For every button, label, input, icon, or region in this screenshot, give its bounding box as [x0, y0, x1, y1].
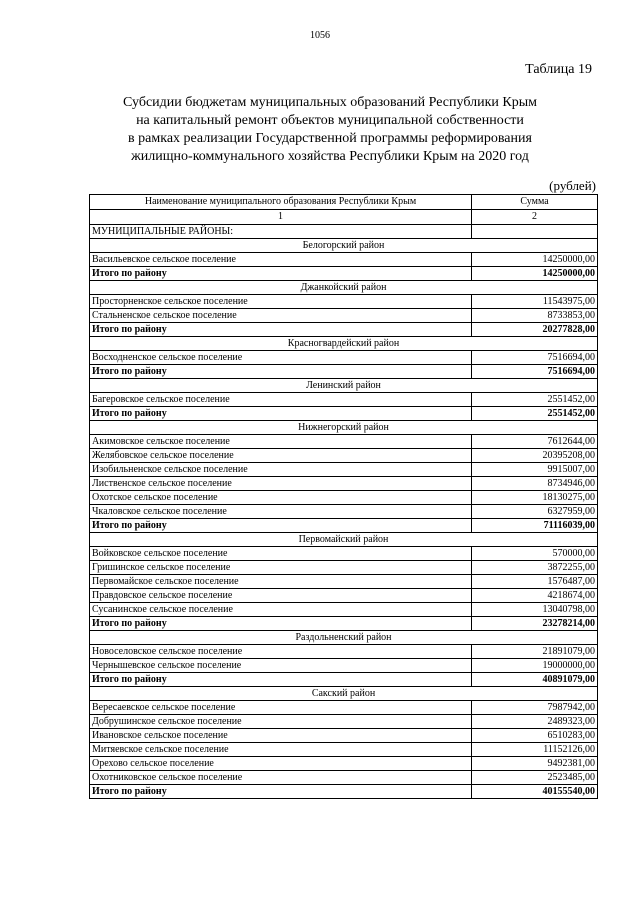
amount-cell: 13040798,00 — [472, 603, 598, 617]
total-label-cell: Итого по району — [90, 673, 472, 687]
units-label: (рублей) — [549, 178, 596, 193]
amount-cell: 8733853,00 — [472, 309, 598, 323]
table-row — [90, 575, 598, 589]
settlement-name-cell: Митяевское сельское поселение — [90, 743, 472, 757]
settlement-name-cell: Войковское сельское поселение — [90, 547, 472, 561]
district-header-row — [90, 281, 598, 295]
total-label-cell: Итого по району — [90, 785, 472, 799]
amount-cell: 19000000,00 — [472, 659, 598, 673]
amount-cell: 7612644,00 — [472, 435, 598, 449]
district-total-row — [90, 519, 598, 533]
amount-cell: 11543975,00 — [472, 295, 598, 309]
total-amount-cell: 14250000,00 — [472, 267, 598, 281]
table-row — [90, 771, 598, 785]
column-number-2: 2 — [472, 210, 598, 225]
table-row — [90, 491, 598, 505]
district-total-row — [90, 673, 598, 687]
table-row — [90, 645, 598, 659]
section-label-cell: МУНИЦИПАЛЬНЫЕ РАЙОНЫ: — [90, 225, 472, 239]
amount-cell: 2551452,00 — [472, 393, 598, 407]
total-amount-cell: 2551452,00 — [472, 407, 598, 421]
section-empty-cell — [472, 225, 598, 239]
settlement-name-cell: Васильевское сельское поселение — [90, 253, 472, 267]
total-label-cell: Итого по району — [90, 365, 472, 379]
table-row — [90, 729, 598, 743]
amount-cell: 6510283,00 — [472, 729, 598, 743]
total-amount-cell: 40891079,00 — [472, 673, 598, 687]
header-amount-cell: Сумма — [472, 195, 598, 210]
settlement-name-cell: Сусанинское сельское поселение — [90, 603, 472, 617]
settlement-name-cell: Правдовское сельское поселение — [90, 589, 472, 603]
table-row — [90, 295, 598, 309]
total-label-cell: Итого по району — [90, 519, 472, 533]
amount-cell: 4218674,00 — [472, 589, 598, 603]
district-name-cell: Нижнегорский район — [90, 421, 598, 435]
table-row — [90, 701, 598, 715]
table-row — [90, 449, 598, 463]
settlement-name-cell: Вересаевское сельское поселение — [90, 701, 472, 715]
settlement-name-cell: Охотниковское сельское поселение — [90, 771, 472, 785]
settlement-name-cell: Лиственское сельское поселение — [90, 477, 472, 491]
settlement-name-cell: Просторненское сельское поселение — [90, 295, 472, 309]
total-amount-cell: 7516694,00 — [472, 365, 598, 379]
district-name-cell: Ленинский район — [90, 379, 598, 393]
table-row — [90, 757, 598, 771]
total-label-cell: Итого по району — [90, 407, 472, 421]
amount-cell: 2489323,00 — [472, 715, 598, 729]
settlement-name-cell: Стальненское сельское поселение — [90, 309, 472, 323]
amount-cell: 9915007,00 — [472, 463, 598, 477]
settlement-name-cell: Охотское сельское поселение — [90, 491, 472, 505]
settlement-name-cell: Изобильненское сельское поселение — [90, 463, 472, 477]
title-line: на капитальный ремонт объектов муниципальной собственности — [136, 113, 524, 128]
settlement-name-cell: Орехово сельское поселение — [90, 757, 472, 771]
amount-cell: 8734946,00 — [472, 477, 598, 491]
amount-cell: 7516694,00 — [472, 351, 598, 365]
column-number-row — [90, 210, 598, 225]
amount-cell: 3872255,00 — [472, 561, 598, 575]
amount-cell: 21891079,00 — [472, 645, 598, 659]
district-header-row — [90, 533, 598, 547]
district-name-cell: Белогорский район — [90, 239, 598, 253]
table-row — [90, 547, 598, 561]
table-row — [90, 393, 598, 407]
district-header-row — [90, 337, 598, 351]
amount-cell: 14250000,00 — [472, 253, 598, 267]
subsidy-table — [89, 194, 598, 799]
column-number-1: 1 — [90, 210, 472, 225]
district-total-row — [90, 785, 598, 799]
total-amount-cell: 40155540,00 — [472, 785, 598, 799]
total-amount-cell: 23278214,00 — [472, 617, 598, 631]
district-total-row — [90, 323, 598, 337]
total-amount-cell: 71116039,00 — [472, 519, 598, 533]
table-row — [90, 715, 598, 729]
district-header-row — [90, 239, 598, 253]
amount-cell: 18130275,00 — [472, 491, 598, 505]
settlement-name-cell: Ивановское сельское поселение — [90, 729, 472, 743]
total-label-cell: Итого по району — [90, 617, 472, 631]
amount-cell: 2523485,00 — [472, 771, 598, 785]
table-row — [90, 435, 598, 449]
header-name-cell: Наименование муниципального образования Республики Крым — [90, 195, 472, 210]
amount-cell: 1576487,00 — [472, 575, 598, 589]
settlement-name-cell: Восходненское сельское поселение — [90, 351, 472, 365]
settlement-name-cell: Первомайское сельское поселение — [90, 575, 472, 589]
district-header-row — [90, 631, 598, 645]
settlement-name-cell: Чкаловское сельское поселение — [90, 505, 472, 519]
amount-cell: 570000,00 — [472, 547, 598, 561]
district-name-cell: Джанкойский район — [90, 281, 598, 295]
district-name-cell: Первомайский район — [90, 533, 598, 547]
amount-cell: 9492381,00 — [472, 757, 598, 771]
table-row — [90, 561, 598, 575]
district-name-cell: Красногвардейский район — [90, 337, 598, 351]
total-label-cell: Итого по району — [90, 267, 472, 281]
district-name-cell: Сакский район — [90, 687, 598, 701]
amount-cell: 6327959,00 — [472, 505, 598, 519]
district-header-row — [90, 379, 598, 393]
table-row — [90, 659, 598, 673]
amount-cell: 20395208,00 — [472, 449, 598, 463]
page-number: 1056 — [310, 30, 330, 41]
table-row — [90, 309, 598, 323]
title-line: в рамках реализации Государственной программы реформирования — [128, 131, 532, 146]
settlement-name-cell: Добрушинское сельское поселение — [90, 715, 472, 729]
settlement-name-cell: Акимовское сельское поселение — [90, 435, 472, 449]
settlement-name-cell: Чернышевское сельское поселение — [90, 659, 472, 673]
table-row — [90, 253, 598, 267]
total-amount-cell: 20277828,00 — [472, 323, 598, 337]
document-title — [60, 94, 600, 166]
amount-cell: 7987942,00 — [472, 701, 598, 715]
district-total-row — [90, 407, 598, 421]
district-name-cell: Раздольненский район — [90, 631, 598, 645]
title-line: жилищно-коммунального хозяйства Республики Крым на 2020 год — [131, 149, 529, 164]
subsidy-table-body — [90, 195, 598, 799]
district-header-row — [90, 421, 598, 435]
settlement-name-cell: Багеровское сельское поселение — [90, 393, 472, 407]
table-row — [90, 603, 598, 617]
table-row — [90, 463, 598, 477]
district-total-row — [90, 617, 598, 631]
district-total-row — [90, 365, 598, 379]
subsidy-table-container — [89, 194, 597, 799]
table-row — [90, 743, 598, 757]
table-header-row — [90, 195, 598, 210]
section-row — [90, 225, 598, 239]
table-label: Таблица 19 — [525, 62, 592, 77]
table-row — [90, 589, 598, 603]
settlement-name-cell: Желябовское сельское поселение — [90, 449, 472, 463]
settlement-name-cell: Новоселовское сельское поселение — [90, 645, 472, 659]
district-total-row — [90, 267, 598, 281]
title-line: Субсидии бюджетам муниципальных образований Республики Крым — [123, 95, 537, 110]
table-row — [90, 351, 598, 365]
table-row — [90, 477, 598, 491]
amount-cell: 11152126,00 — [472, 743, 598, 757]
table-row — [90, 505, 598, 519]
district-header-row — [90, 687, 598, 701]
settlement-name-cell: Гришинское сельское поселение — [90, 561, 472, 575]
total-label-cell: Итого по району — [90, 323, 472, 337]
